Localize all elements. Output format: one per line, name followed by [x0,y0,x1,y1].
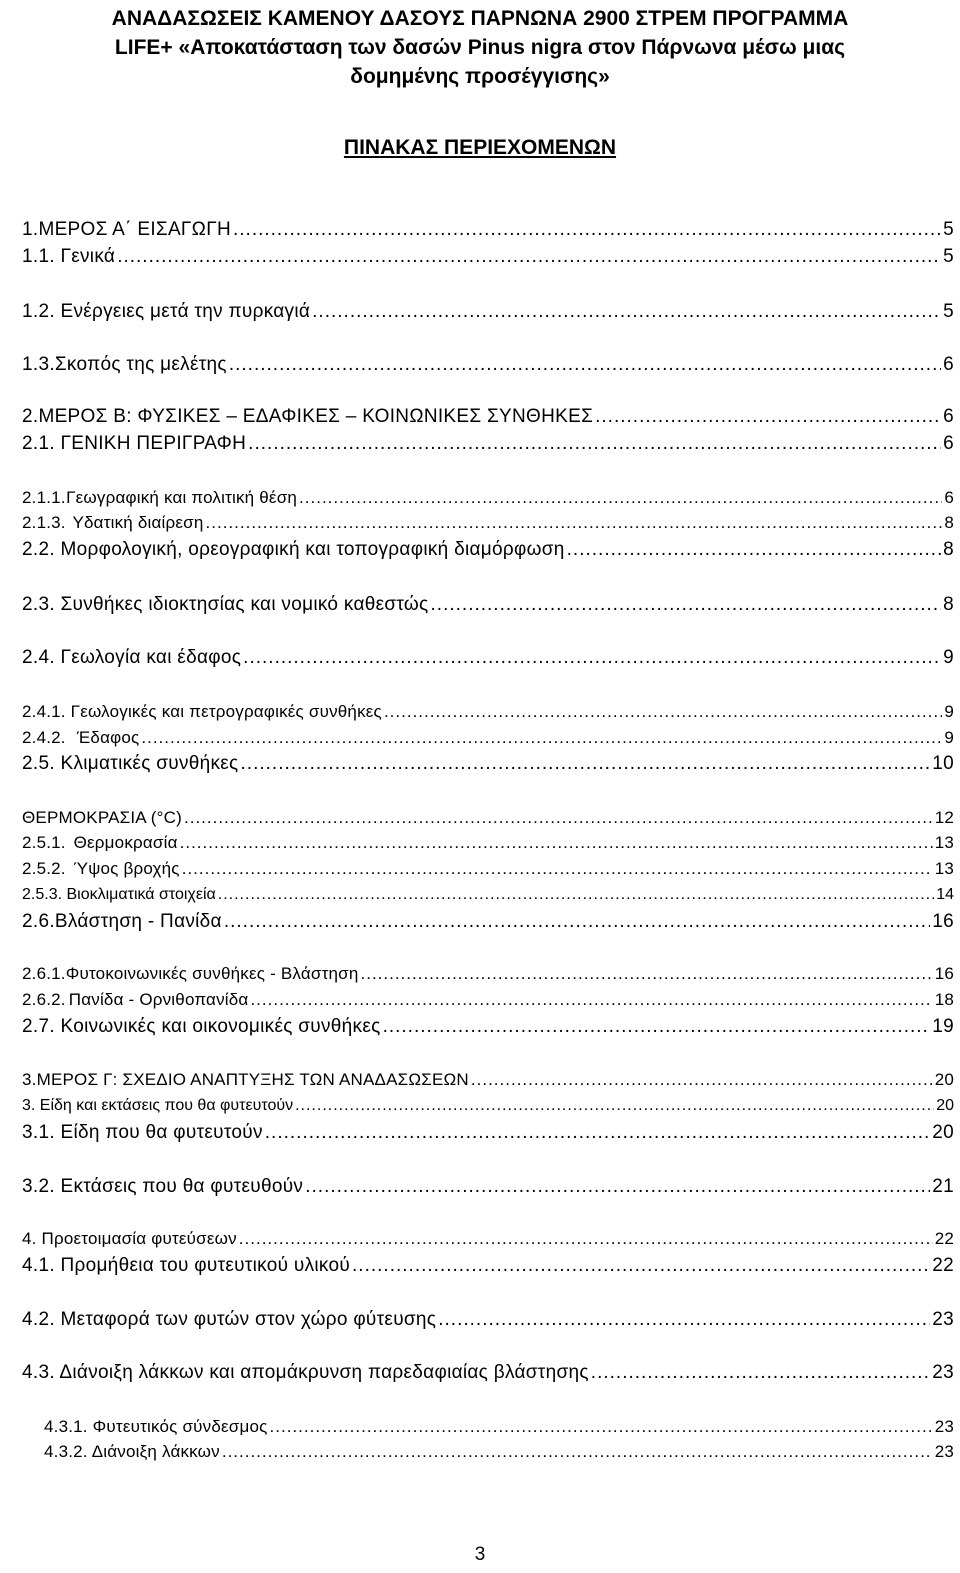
toc-leader [305,1176,930,1198]
toc-entry-number: 2.5.1. [22,833,66,852]
toc-leader [184,807,933,829]
toc-leader [239,1228,933,1250]
toc-leader [265,1122,931,1144]
toc-entry-text: 4.3. Διάνοιξη λάκκων και απομάκρυνση παρεδαφιαίας βλάστησης [22,1362,589,1383]
toc-entry-text: 4. Προετοιμασία φυτεύσεων [22,1229,237,1248]
toc-leader [241,753,931,775]
toc-entry[interactable] [22,701,954,723]
toc-entry-text: 3.1. Είδη που θα φυτευτούν [22,1122,263,1143]
toc-entry[interactable] [22,512,954,534]
toc-entry[interactable] [22,406,954,428]
toc-entry-page: 23 [934,1442,954,1461]
toc-entry-text: 2.4. Γεωλογία και έδαφος [22,647,242,668]
toc-entry[interactable] [44,1441,954,1463]
toc-entry-page: 10 [932,753,954,774]
toc-entry[interactable] [22,1095,954,1117]
toc-entry-text: 2.3. Συνθήκες ιδιοκτησίας και νομικό καθεστώς [22,594,429,615]
toc-leader [117,246,941,268]
toc-entry[interactable] [22,1255,954,1277]
toc-entry[interactable] [22,354,954,376]
toc-entry[interactable] [22,1176,954,1198]
toc-entry-page: 23 [932,1362,954,1383]
toc-entry[interactable] [22,884,954,906]
toc-entry-page: 21 [932,1176,954,1197]
toc-leader [141,727,942,749]
toc-entry-page: 9 [944,728,954,747]
toc-leader [591,1362,930,1384]
toc-entry-text: 4.3.1. Φυτευτικός σύνδεσμος [44,1417,268,1436]
toc-leader [248,433,941,455]
toc-entry-text: 4.3.2. Διάνοιξη λάκκων [44,1442,220,1461]
toc-leader [218,884,934,906]
toc-entry-page: 23 [932,1309,954,1330]
toc-entry[interactable] [22,858,954,880]
title-line-1: ΑΝΑΔΑΣΩΣΕΙΣ ΚΑΜΕΝΟΥ ΔΑΣΟΥΣ ΠΑΡΝΩΝΑ 2900 ΣΤΡΕΜ ΠΡΟΓΡΑΜΜΑ [111,7,849,30]
toc-leader [222,1441,933,1463]
toc-entry-page: 16 [934,964,954,983]
toc-leader [383,1016,931,1038]
toc-leader [361,963,933,985]
toc-entry-text: 2.4.1. Γεωλογικές και πετρογραφικές συνθήκες [22,702,382,721]
toc-entry-page: 16 [932,911,954,932]
toc-entry-text: 2.5. Κλιματικές συνθήκες [22,753,239,774]
toc-entry-text: Ύψος βροχής [73,859,180,878]
toc-entry[interactable] [22,1069,954,1091]
toc-entry[interactable] [22,246,954,268]
toc-leader [233,219,941,241]
toc-entry-page: 20 [932,1122,954,1143]
toc-entry[interactable] [44,1416,954,1438]
toc-entry-text: Θερμοκρασία [73,833,178,852]
toc-heading: ΠΙΝΑΚΑΣ ΠΕΡΙΕΧΟΜΕΝΩΝ [343,136,617,159]
toc-entry-text: 1.3.Σκοπός της μελέτης [22,354,227,375]
toc-entry-number: 2.6.2. [22,990,66,1009]
toc-entry-page: 8 [944,513,954,532]
toc-leader [352,1255,930,1277]
toc-entry[interactable] [22,539,954,561]
toc-entry-page: 23 [934,1417,954,1436]
toc-entry-text: 2.1. ΓΕΝΙΚΗ ΠΕΡΙΓΡΑΦΗ [22,433,247,454]
toc-leader [595,406,941,428]
toc-entry[interactable] [22,219,954,241]
toc-entry-text: 3. Είδη και εκτάσεις που θα φυτευτούν [22,1097,294,1114]
toc-leader [384,701,942,723]
toc-leader [567,539,941,561]
toc-entry-page: 6 [943,354,954,375]
toc-leader [295,1095,934,1117]
toc-entry-text: ΘΕΡΜΟΚΡΑΣΙΑ (°C) [22,808,182,827]
toc-entry-text: 2.2. Μορφολογική, ορεογραφική και τοπογραφική διαμόρφωση [22,539,565,560]
toc-entry-page: 14 [936,886,954,903]
toc-entry-page: 22 [932,1255,954,1276]
toc-entry-page: 20 [936,1097,954,1114]
toc-entry-text: Φυτοκοινωνικές συνθήκες - Βλάστηση [65,964,359,983]
toc-entry-page: 20 [934,1070,954,1089]
toc-entry-text: Πανίδα - Ορνιθοπανίδα [68,990,249,1009]
toc-entry-text: Υδατική διαίρεση [72,513,204,532]
toc-entry-page: 22 [934,1229,954,1248]
toc-entry[interactable] [22,647,954,669]
toc-entry-page: 5 [943,246,954,267]
toc-entry[interactable] [22,807,954,829]
toc-entry-text: 1.1. Γενικά [22,246,116,267]
toc-entry-text: 2.7. Κοινωνικές και οικονομικές συνθήκες [22,1016,381,1037]
toc-entry-text: Έδαφος [76,728,140,747]
toc-leader [438,1309,930,1331]
toc-entry[interactable] [22,989,954,1011]
toc-entry[interactable] [22,1309,954,1331]
toc-entry-text: 2.ΜΕΡΟΣ Β: ΦΥΣΙΚΕΣ – ΕΔΑΦΙΚΕΣ – ΚΟΙΝΩΝΙΚΕΣ ΣΥΝΘΗΚΕΣ [22,406,594,427]
toc-entry-page: 8 [943,594,954,615]
toc-leader [224,911,930,933]
document-title [22,4,938,91]
toc-entry-page: 9 [944,702,954,721]
title-line-2: LIFE+ «Αποκατάσταση των δασών Pinus nigra στον Πάρνωνα μέσω μιας [114,36,846,59]
toc-entry-number: 2.4.2. [22,728,66,747]
toc-leader [250,989,932,1011]
toc-leader [229,354,941,376]
toc-entry-page: 5 [943,301,954,322]
toc-entry[interactable] [22,963,954,985]
toc-entry-text: 3.ΜΕΡΟΣ Γ: ΣΧΕΔΙΟ ΑΝΑΠΤΥΞΗΣ ΤΩΝ ΑΝΑΔΑΣΩΣΕΩΝ [22,1070,469,1089]
toc-entry-page: 6 [944,488,954,507]
toc-entry-text: 4.1. Προμήθεια του φυτευτικού υλικού [22,1255,351,1276]
toc-entry-number: 2.1.1. [22,488,66,507]
toc-entry-text: Γεωγραφική και πολιτική θέση [66,488,298,507]
toc-entry[interactable] [22,594,954,616]
title-line-3: δομημένης προσέγγισης» [350,65,610,88]
toc-entry-text: 4.2. Μεταφορά των φυτών στον χώρο φύτευσης [22,1309,437,1330]
toc-leader [431,594,942,616]
toc-leader [180,832,933,854]
toc-entry[interactable] [22,753,954,775]
toc-entry-page: 6 [943,406,954,427]
toc-leader [471,1069,933,1091]
toc-entry-number: 2.6. [22,911,55,932]
toc-entry-text: 3.2. Εκτάσεις που θα φυτευθούν [22,1176,304,1197]
toc-entry[interactable] [22,1016,954,1038]
toc-leader [270,1416,933,1438]
toc-entry[interactable] [22,433,954,455]
toc-leader [299,487,942,509]
toc-entry[interactable] [22,727,954,749]
toc-entry[interactable] [22,1362,954,1384]
toc-entry-page: 13 [934,833,954,852]
toc-leader [243,647,941,669]
toc-entry[interactable] [22,1228,954,1250]
toc-entry[interactable] [22,911,954,933]
toc-leader [312,301,941,323]
toc-entry-text: 1.ΜΕΡΟΣ Α΄ ΕΙΣΑΓΩΓΗ [22,219,231,240]
toc-entry-page: 18 [934,990,954,1009]
toc-entry[interactable] [22,301,954,323]
toc-entry-text: 1.2. Ενέργειες μετά την πυρκαγιά [22,301,311,322]
toc-entry[interactable] [22,832,954,854]
toc-entry[interactable] [22,487,954,509]
toc-entry-page: 13 [934,859,954,878]
page-number: 3 [474,1544,486,1565]
toc-entry-page: 8 [943,539,954,560]
toc-entry-number: 2.6.1. [22,964,66,983]
toc-entry-text: 2.5.3. Βιοκλιματικά στοιχεία [22,886,216,903]
toc-leader [182,858,933,880]
toc-entry-page: 12 [934,808,954,827]
toc-entry-page: 9 [943,647,954,668]
toc-entry-number: 2.1.3. [22,513,66,532]
toc-entry-page: 19 [932,1016,954,1037]
toc-entry-number: 2.5.2. [22,859,66,878]
toc-leader [206,512,943,534]
toc-entry-page: 6 [943,433,954,454]
toc-entry[interactable] [22,1122,954,1144]
toc-entry-text: Βλάστηση - Πανίδα [54,911,222,932]
toc-entry-page: 5 [943,219,954,240]
